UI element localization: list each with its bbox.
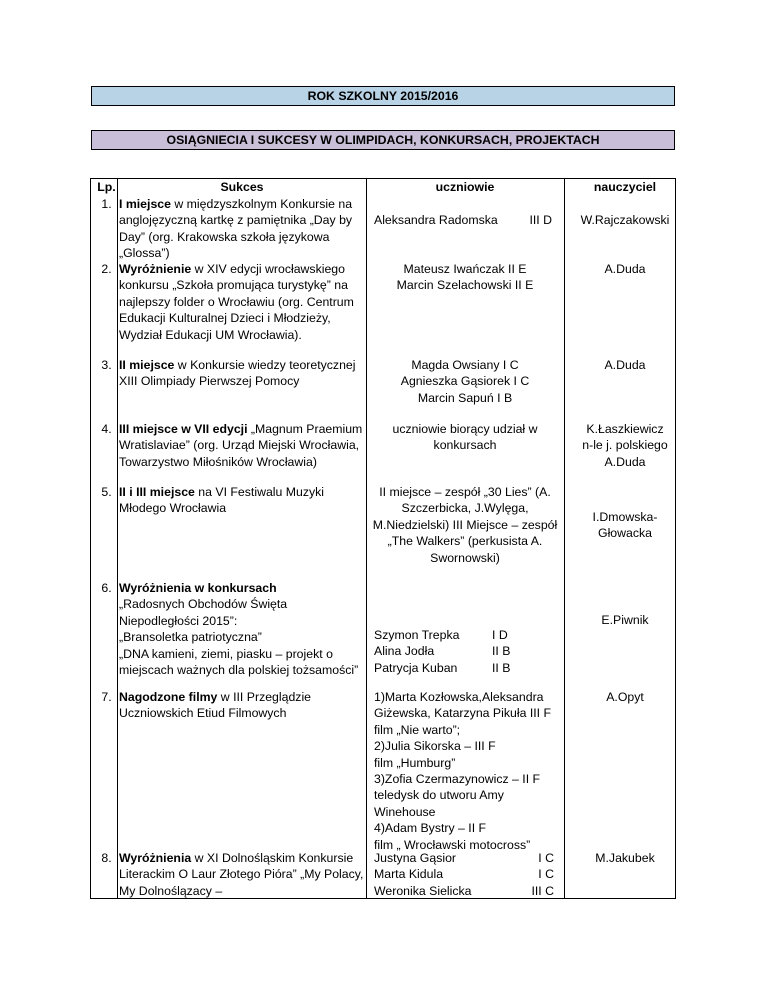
table-border	[675, 178, 676, 898]
row-uczniowie: Justyna Gąsior I C Marta Kidula I C Weronika Sielicka III C	[374, 851, 554, 898]
header-sukces: Sukces	[220, 180, 264, 194]
header-nauczyciel: nauczyciel	[593, 180, 657, 194]
table-border	[366, 178, 367, 898]
row-sukces: II i III miejsce na VI Festiwalu Muzyki Młodego Wrocławia	[119, 485, 325, 516]
row-sukces: Nagodzone filmy w III Przeglądzie Uczniowskich Etiud Filmowych	[119, 690, 312, 721]
row-uczniowie: Mateusz Iwańczak II E Marcin Szelachowski II E	[396, 262, 534, 293]
row-uczniowie: II miejsce – zespół „30 Lies” (A. Szczerbicka, J.Wylęga, M.Niedzielski) III Miejsce – zespół „The Walkers” (perkusista A. Swornowski)	[372, 485, 558, 565]
row-sukces: Wyróżnienia w XI Dolnośląskim Konkursie Literackim O Laur Złotego Pióra” „My Polacy, My Dolnoślązacy –	[119, 851, 364, 898]
header-lp: Lp.	[97, 180, 116, 194]
row-lp: 4.	[101, 422, 112, 436]
row-lp: 3.	[101, 358, 112, 372]
row-sukces: II miejsce w Konkursie wiedzy teoretycznej XIII Olimpiady Pierwszej Pomocy	[119, 358, 356, 389]
row-sukces: Wyróżnienie w XIV edycji wrocławskiego konkursu „Szkoła promująca turystykę” na najlepszy folder o Wrocławiu (org. Centrum Edukacji Kulturalnej Dzieci i Młodzieży, Wydział Edukacji UM Wrocławia).	[119, 262, 354, 342]
table-border	[90, 178, 91, 898]
row-sukces: Wyróżnienia w konkursach „Radosnych Obchodów Święta Niepodległości 2015”: „Bransoletka patriotyczna” „DNA kamieni, ziemi, piasku – projekt o miejscach ważnych dla polskiej tożsamości”	[119, 581, 359, 678]
row-uczniowie: uczniowie biorący udział w konkursach	[392, 422, 538, 453]
year-banner: ROK SZKOLNY 2015/2016	[91, 86, 675, 106]
row-lp: 2.	[101, 262, 112, 276]
table-border	[564, 178, 565, 898]
row-sukces: III miejsce w VII edycji „Magnum Praemium Wratislaviae” (org. Urząd Miejski Wrocławia, Towarzystwo Miłośników Wrocławia)	[119, 422, 363, 469]
row-nauczyciel: A.Duda	[604, 262, 646, 276]
row-nauczyciel: E.Piwnik	[601, 613, 649, 627]
row-nauczyciel: M.Jakubek	[595, 851, 655, 865]
row-uczniowie: Szymon Trepka I D Alina Jodła II B Patrycja Kuban II B	[374, 628, 511, 675]
row-nauczyciel: A.Opyt	[606, 690, 644, 704]
row-lp: 6.	[101, 581, 112, 595]
header-uczniowie: uczniowie	[435, 180, 495, 194]
row-lp: 8.	[101, 851, 112, 865]
table-border	[117, 178, 118, 898]
row-sukces: I miejsce w międzyszkolnym Konkursie na anglojęzyczną kartkę z pamiętnika „Day by Day” (org. Krakowska szkoła językowa „Glossa”)	[119, 197, 353, 261]
row-nauczyciel: K.Łaszkiewicz n-le j. polskiego A.Duda	[582, 422, 668, 469]
row-nauczyciel: I.Dmowska- Głowacka	[592, 510, 658, 541]
row-uczniowie: Magda Owsiany I C Agnieszka Gąsiorek I C Marcin Sapuń I B	[400, 358, 530, 405]
row-lp: 1.	[101, 197, 112, 211]
row-lp: 7.	[101, 690, 112, 704]
row-uczniowie: Aleksandra Radomska III D	[374, 213, 552, 227]
title-banner: OSIĄGNIECIA I SUKCESY W OLIMPIDACH, KONKURSACH, PROJEKTACH	[91, 130, 675, 150]
row-lp: 5.	[101, 485, 112, 499]
row-nauczyciel: W.Rajczakowski	[580, 213, 670, 227]
row-nauczyciel: A.Duda	[604, 358, 646, 372]
row-uczniowie: 1)Marta Kozłowska,Aleksandra Giżewska, Katarzyna Pikuła III F film „Nie warto”; 2)Julia Sikorska – III F film „Humburg” 3)Zofia Czermazynowicz – II F teledysk do utworu Amy Winehouse 4)Adam Bystry – II F film „ Wrocławski motocross”	[374, 690, 552, 852]
